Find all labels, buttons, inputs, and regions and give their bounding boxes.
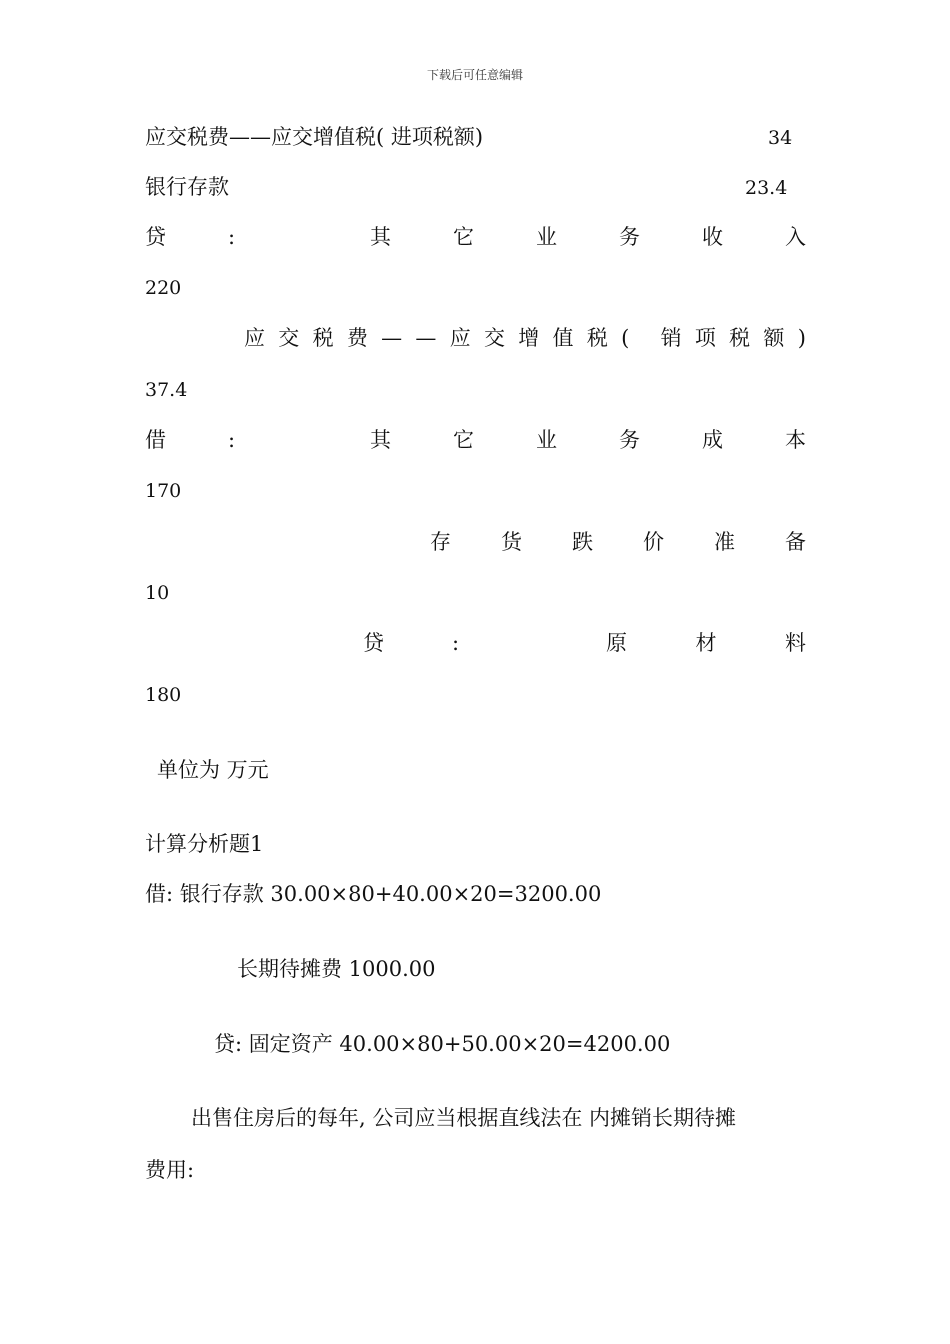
char: 它 bbox=[453, 428, 474, 452]
credit-fixed-assets-entry: 贷: 固定资产 40.00×80+50.00×20=4200.00 bbox=[214, 1032, 671, 1056]
char: 税 bbox=[312, 326, 334, 350]
char: 项 bbox=[694, 326, 716, 350]
char: — bbox=[415, 326, 437, 350]
paragraph-line-2: 费用: bbox=[145, 1158, 195, 1182]
debit-colon: : bbox=[228, 428, 236, 452]
char: 本 bbox=[785, 428, 806, 452]
debit-inventory-reserve-label bbox=[430, 529, 806, 555]
char: 应 bbox=[449, 326, 471, 350]
char: 应 bbox=[244, 326, 265, 350]
char: 务 bbox=[619, 225, 640, 249]
page-header: 下载后可任意编辑 bbox=[426, 68, 523, 82]
char: 值 bbox=[552, 326, 574, 350]
char: 税 bbox=[586, 326, 608, 350]
debit-word: 借 bbox=[145, 428, 166, 452]
char: 额 bbox=[763, 326, 785, 350]
char: 税 bbox=[729, 326, 751, 350]
credit-word-2: 贷 bbox=[363, 631, 384, 655]
credit-vat-output-label bbox=[244, 325, 806, 351]
char: 存 bbox=[430, 530, 451, 554]
char: ) bbox=[797, 326, 806, 350]
credit-colon-2: : bbox=[452, 631, 460, 655]
unit-note: 单位为 万元 bbox=[157, 758, 269, 782]
credit-colon: : bbox=[228, 225, 236, 249]
credit-other-income-amount: 220 bbox=[145, 277, 182, 299]
char: 料 bbox=[785, 631, 806, 655]
char: 跌 bbox=[572, 530, 593, 554]
char: 准 bbox=[714, 530, 735, 554]
char: 材 bbox=[695, 631, 717, 655]
debit-bank-entry: 借: 银行存款 30.00×80+40.00×20=3200.00 bbox=[145, 882, 602, 906]
debit-vat-input-amount: 34 bbox=[768, 127, 793, 149]
credit-material-label bbox=[606, 630, 806, 656]
credit-word: 贷 bbox=[145, 225, 166, 249]
credit-vat-output-amount: 37.4 bbox=[145, 379, 188, 401]
char: 交 bbox=[278, 326, 300, 350]
char: 交 bbox=[483, 326, 505, 350]
char: — bbox=[381, 326, 403, 350]
debit-vat-input-label: 应交税费——应交增值税( 进项税额) bbox=[145, 125, 484, 149]
char: 业 bbox=[536, 225, 557, 249]
char: 它 bbox=[453, 225, 474, 249]
char: 入 bbox=[785, 225, 806, 249]
char: 务 bbox=[619, 428, 640, 452]
section-title: 计算分析题1 bbox=[145, 832, 264, 856]
debit-bank-amount: 23.4 bbox=[745, 177, 788, 199]
debit-other-cost-amount: 170 bbox=[145, 480, 182, 502]
char: 业 bbox=[536, 428, 557, 452]
char: 备 bbox=[785, 530, 806, 554]
debit-bank-label: 银行存款 bbox=[145, 175, 229, 199]
char: 费 bbox=[346, 326, 368, 350]
char: 价 bbox=[643, 530, 664, 554]
char: ( bbox=[621, 326, 630, 350]
char: 增 bbox=[518, 326, 540, 350]
debit-inventory-reserve-amount: 10 bbox=[145, 582, 170, 604]
char: 其 bbox=[370, 225, 391, 249]
char: 成 bbox=[702, 428, 723, 452]
char: 销 bbox=[660, 326, 682, 350]
credit-other-income-label bbox=[370, 224, 806, 250]
char: 原 bbox=[606, 631, 627, 655]
debit-other-cost-label bbox=[370, 427, 806, 453]
credit-material-amount: 180 bbox=[145, 684, 182, 706]
char: 收 bbox=[702, 225, 723, 249]
debit-deferred-entry: 长期待摊费 1000.00 bbox=[237, 957, 436, 981]
paragraph-line-1: 出售住房后的每年, 公司应当根据直线法在 内摊销长期待摊 bbox=[191, 1106, 737, 1130]
char: 货 bbox=[501, 530, 522, 554]
char: 其 bbox=[370, 428, 391, 452]
